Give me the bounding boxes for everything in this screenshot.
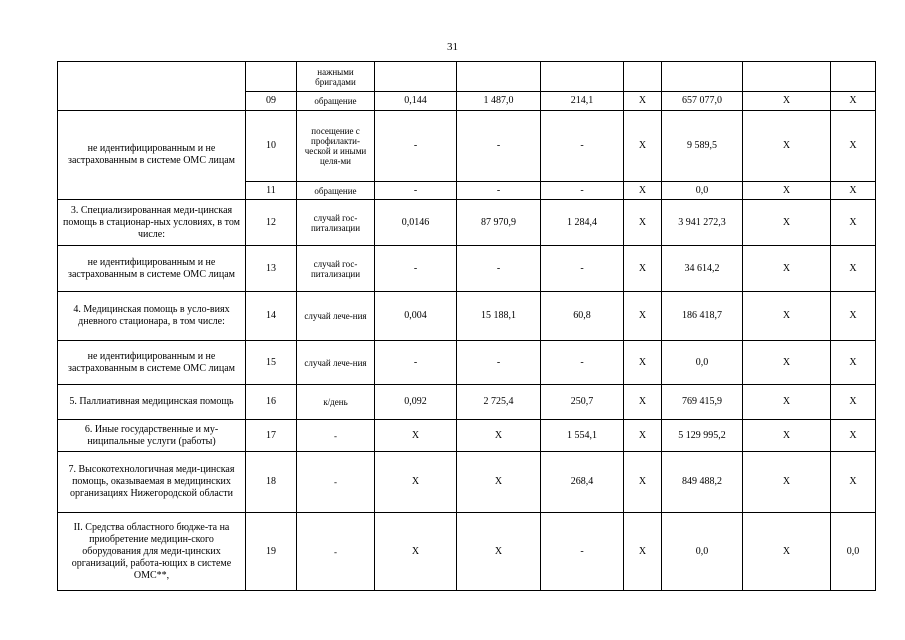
cell-value: -: [541, 182, 624, 200]
cell-value: 0,144: [375, 92, 457, 111]
cell-value: 769 415,9: [662, 385, 743, 420]
cell-unit: -: [297, 452, 375, 513]
cell-value: X: [624, 92, 662, 111]
table-row: [58, 341, 876, 385]
cell-name: 7. Высокотехнологичная меди-цинская помощь, оказываемая в медицинских организациях Нижегородской области: [58, 452, 246, 513]
cell-unit: -: [297, 420, 375, 452]
cell-name: не идентифицированным и не застрахованным в системе ОМС лицам: [58, 111, 246, 200]
cell-code: [246, 62, 297, 92]
cell-value: X: [831, 182, 876, 200]
cell-value: X: [375, 513, 457, 591]
cell-value: 9 589,5: [662, 111, 743, 182]
cell-value: -: [457, 246, 541, 292]
cell-unit: случай лече-ния: [297, 292, 375, 341]
cell-value: X: [624, 341, 662, 385]
cell-value: X: [624, 513, 662, 591]
cell-value: X: [624, 385, 662, 420]
cell-value: -: [457, 111, 541, 182]
cell-value: 0,004: [375, 292, 457, 341]
cell-value: 1 554,1: [541, 420, 624, 452]
cell-value: 3 941 272,3: [662, 200, 743, 246]
cell-unit: посещение с профилакти-ческой и иными целя-ми: [297, 111, 375, 182]
cell-name: 6. Иные государственные и му-ниципальные услуги (работы): [58, 420, 246, 452]
cell-value: X: [743, 111, 831, 182]
cell-value: 250,7: [541, 385, 624, 420]
cell-value: -: [375, 341, 457, 385]
cell-value: X: [457, 420, 541, 452]
cell-value: X: [743, 182, 831, 200]
cell-value: 60,8: [541, 292, 624, 341]
table-row: [58, 420, 876, 452]
cell-value: 0,0: [831, 513, 876, 591]
cell-unit: нажными бригадами: [297, 62, 375, 92]
cell-unit: случай гос-питализации: [297, 246, 375, 292]
cell-code: 14: [246, 292, 297, 341]
cell-name: не идентифицированным и не застрахованным в системе ОМС лицам: [58, 341, 246, 385]
cell-value: 0,0: [662, 513, 743, 591]
cell-value: X: [831, 452, 876, 513]
cell-value: 2 725,4: [457, 385, 541, 420]
cell-value: X: [743, 292, 831, 341]
cell-value: 0,0: [662, 182, 743, 200]
cell-value: X: [831, 420, 876, 452]
cell-code: 10: [246, 111, 297, 182]
cell-value: X: [831, 341, 876, 385]
cell-value: 87 970,9: [457, 200, 541, 246]
cell-unit: случай гос-питализации: [297, 200, 375, 246]
cell-code: 17: [246, 420, 297, 452]
cell-value: X: [743, 92, 831, 111]
cell-value: 657 077,0: [662, 92, 743, 111]
cell-value: [662, 62, 743, 92]
page-number: 31: [447, 41, 458, 53]
cell-unit: к/день: [297, 385, 375, 420]
cell-value: X: [457, 452, 541, 513]
table-row: [58, 292, 876, 341]
cell-value: X: [831, 92, 876, 111]
cell-value: -: [375, 111, 457, 182]
cell-unit: -: [297, 513, 375, 591]
cell-value: X: [743, 200, 831, 246]
cell-value: 0,092: [375, 385, 457, 420]
cell-value: -: [457, 182, 541, 200]
cell-value: X: [375, 452, 457, 513]
cell-value: [457, 62, 541, 92]
table-row: [58, 452, 876, 513]
cell-value: -: [375, 246, 457, 292]
cell-value: 186 418,7: [662, 292, 743, 341]
cell-unit: обращение: [297, 92, 375, 111]
cell-value: 15 188,1: [457, 292, 541, 341]
cell-code: 09: [246, 92, 297, 111]
cell-value: X: [624, 452, 662, 513]
cell-value: X: [624, 182, 662, 200]
cell-value: -: [375, 182, 457, 200]
cell-value: X: [375, 420, 457, 452]
table-row: [58, 513, 876, 591]
cell-value: 1 284,4: [541, 200, 624, 246]
table-row: [58, 62, 876, 92]
cell-value: -: [541, 513, 624, 591]
cell-value: X: [743, 513, 831, 591]
cell-value: [743, 62, 831, 92]
cell-value: [541, 62, 624, 92]
cell-value: 214,1: [541, 92, 624, 111]
cell-value: -: [457, 341, 541, 385]
cell-value: 849 488,2: [662, 452, 743, 513]
cell-value: X: [743, 385, 831, 420]
cell-code: 16: [246, 385, 297, 420]
cell-value: 268,4: [541, 452, 624, 513]
cell-value: X: [743, 452, 831, 513]
cell-value: X: [624, 246, 662, 292]
cell-name: [58, 62, 246, 111]
table-row: [58, 200, 876, 246]
table-row: [58, 385, 876, 420]
cell-value: X: [457, 513, 541, 591]
cell-code: 13: [246, 246, 297, 292]
cell-value: [624, 62, 662, 92]
cell-value: 34 614,2: [662, 246, 743, 292]
cell-code: 11: [246, 182, 297, 200]
cell-value: -: [541, 111, 624, 182]
cell-value: X: [743, 341, 831, 385]
cell-value: X: [831, 246, 876, 292]
table-row: [58, 111, 876, 182]
cell-name: 4. Медицинская помощь в усло-виях дневного стационара, в том числе:: [58, 292, 246, 341]
cell-value: X: [624, 420, 662, 452]
cell-name: не идентифицированным и не застрахованным в системе ОМС лицам: [58, 246, 246, 292]
cell-value: -: [541, 341, 624, 385]
cell-code: 12: [246, 200, 297, 246]
cell-code: 18: [246, 452, 297, 513]
cell-unit: обращение: [297, 182, 375, 200]
cell-value: X: [831, 200, 876, 246]
cell-value: X: [831, 385, 876, 420]
cell-name: 5. Паллиативная медицинская помощь: [58, 385, 246, 420]
cell-name: 3. Специализированная меди-цинская помощь в стационар-ных условиях, в том числе:: [58, 200, 246, 246]
cell-code: 19: [246, 513, 297, 591]
cell-value: 0,0: [662, 341, 743, 385]
cell-value: 1 487,0: [457, 92, 541, 111]
data-table: [57, 61, 876, 591]
cell-value: X: [624, 111, 662, 182]
cell-value: [375, 62, 457, 92]
cell-unit: случай лече-ния: [297, 341, 375, 385]
cell-value: X: [624, 200, 662, 246]
table-row: [58, 246, 876, 292]
cell-value: X: [743, 420, 831, 452]
cell-value: X: [624, 292, 662, 341]
cell-value: -: [541, 246, 624, 292]
cell-value: X: [743, 246, 831, 292]
cell-name: II. Средства областного бюдже-та на приобретение медицин-ского оборудования для меди-цинских организаций, работа-ющих в системе ОМС**,: [58, 513, 246, 591]
cell-value: 5 129 995,2: [662, 420, 743, 452]
cell-value: [831, 62, 876, 92]
cell-code: 15: [246, 341, 297, 385]
cell-value: X: [831, 292, 876, 341]
cell-value: 0,0146: [375, 200, 457, 246]
cell-value: X: [831, 111, 876, 182]
